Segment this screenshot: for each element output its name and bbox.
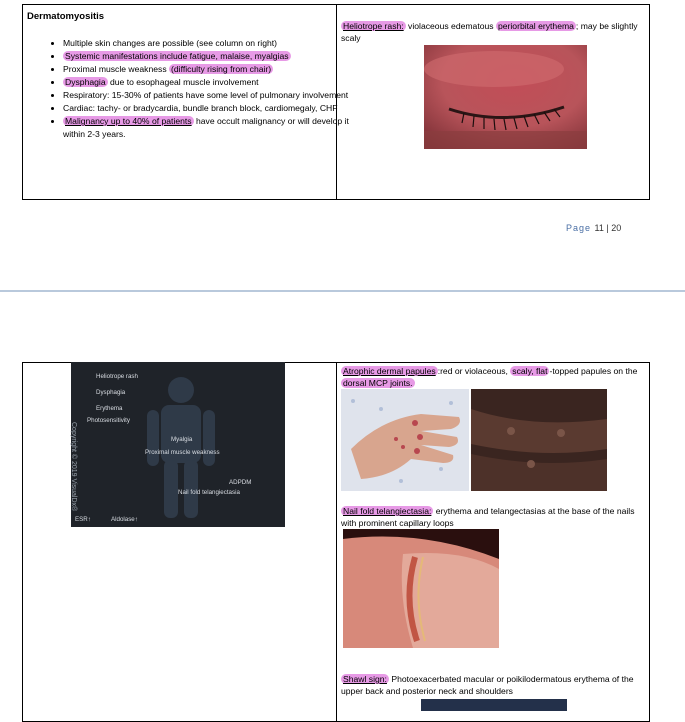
dark-hand-photo [471,389,607,491]
hand-photo [341,389,469,491]
highlight: (difficulty rising from chair) [171,64,272,74]
nailfold-photo [343,529,499,648]
highlight: Systemic manifestations include fatigue, malaise, myalgias [65,51,289,61]
heliotrope-eye-photo [424,45,587,149]
list-item: • Cardiac: tachy- or bradycardia, bundle branch block, cardiomegaly, CHF [63,102,359,115]
visualdx-diagram [71,362,285,527]
section-title: Dermatomyositis [27,11,105,22]
diagram-label: Myalgia [171,436,193,443]
diagram-label: Proximal muscle weakness [145,449,220,456]
page-footer: Page 11 | 20 [566,223,622,233]
list-item: • Respiratory: 15-30% of patients have some level of pulmonary involvement [63,89,359,102]
left-cell [22,4,349,200]
atrophic-term: Atrophic dermal papules [343,366,436,376]
heliotrope-caption: Heliotrope rash: violaceous edematous periorbital erythema ; may be slightly scaly [341,21,638,43]
right-cell-2 [336,362,650,722]
right-cell [336,4,650,200]
shawl-photo [421,699,567,711]
diagram-label: Heliotrope rash [96,373,138,380]
esr-label: ESR↑ [75,516,91,523]
diagram-label: Nail fold telangiectasia [178,489,240,496]
list-item: • Malignancy up to 40% of patients have occult malignancy or will develop it within 2-3 years. [63,115,359,141]
page-1 [0,0,685,290]
nailfold-term: Nail fold telangiectasia: [343,506,432,516]
list-item: • Dysphagia due to esophageal muscle involvement [63,76,359,89]
highlight: periorbital erythema [497,21,574,31]
shawl-term: Shawl sign: [343,674,387,684]
highlight: Malignancy up to 40% of patients [65,116,192,126]
list-item: • Proximal muscle weakness (difficulty rising from chair) [63,63,359,76]
nailfold-caption: Nail fold telangiectasia: erythema and telangectasias at the base of the nails with prominent capillary loops [341,506,635,528]
highlight: Dysphagia [65,77,106,87]
highlight: dorsal MCP joints. [343,378,413,388]
atrophic-caption: Atrophic dermal papules :red or violaceous, scaly, flat -topped papules on the dorsal MCP joints. [343,366,638,388]
list-item [63,50,359,63]
diagram-label: ADPDM [229,479,252,486]
diagram-label: Erythema [96,405,123,412]
diagram-label: Photosensitivity [87,417,130,424]
copyright-text: Copyright © 2019 VisualDx® [70,422,77,512]
heliotrope-term: Heliotrope rash: [343,21,404,31]
symptom-list [37,37,359,141]
diagram-label: Dysphagia [96,389,126,396]
aldolase-label: Aldolase↑ [111,516,138,523]
shawl-caption: Shawl sign: Photoexacerbated macular or poikilodermatous erythema of the upper back and posterior neck and shoulders [341,674,634,696]
highlight: scaly, flat [512,366,548,376]
list-item: • Multiple skin changes are possible (see column on right) [63,37,359,50]
